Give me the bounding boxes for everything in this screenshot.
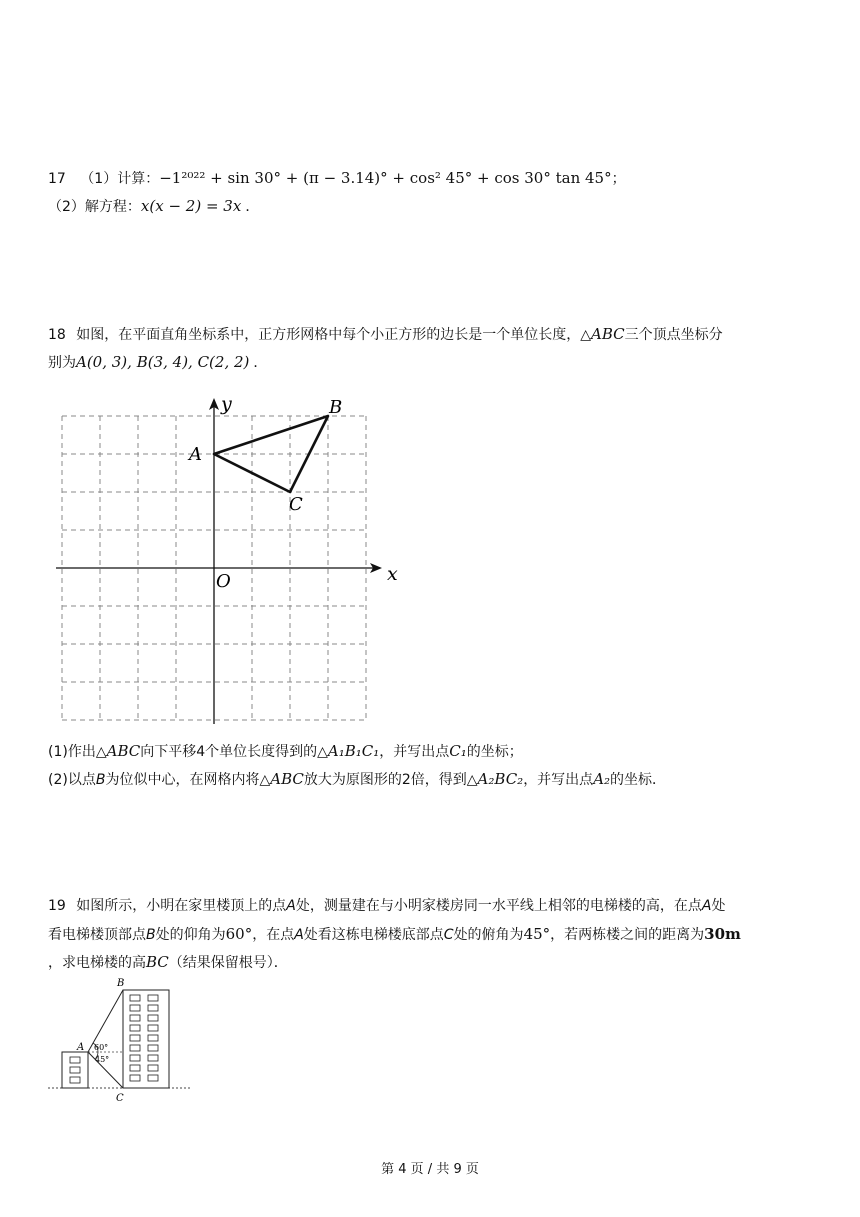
q18-task2-b: B xyxy=(95,772,106,788)
vertex-label-a: A xyxy=(189,444,202,465)
q19-line2-d: 处看这栋电梯楼底部点 xyxy=(303,927,444,943)
angle-45-label: 45° xyxy=(95,1055,110,1064)
q17-part1-expr: −1²⁰²² + sin 30° + (π − 3.14)° + cos² 45° + cos 30° tan 45° xyxy=(159,169,612,187)
vertex-label-c: C xyxy=(289,494,303,515)
q18-task1-b: 向下平移4个单位长度得到的△ xyxy=(140,744,328,760)
window xyxy=(130,1005,140,1011)
q19-line2-B: B xyxy=(146,927,156,943)
q19-line1-b: 处，测量建在与小明家楼房同一水平线上相邻的电梯楼的高，在点 xyxy=(295,898,702,914)
q18-task1-c: ，并写出点 xyxy=(379,744,450,760)
window xyxy=(148,1065,158,1071)
small-building-windows xyxy=(70,1057,80,1083)
q19-line2-f: ，若两栋楼之间的距离为 xyxy=(550,927,705,943)
q19-angle1: 60° xyxy=(225,925,253,943)
window xyxy=(130,1035,140,1041)
window xyxy=(130,1015,140,1021)
window xyxy=(148,1015,158,1021)
q18-number: 18 xyxy=(48,327,66,343)
window xyxy=(130,995,140,1001)
q19-bc: BC xyxy=(146,953,169,971)
q18-intro-text: 如图，在平面直角坐标系中，正方形网格中每个小正方形的边长是一个单位长度，△ xyxy=(76,327,592,343)
q18-task2-e: ，并写出点 xyxy=(523,772,594,788)
small-building xyxy=(62,1052,88,1088)
window xyxy=(70,1057,80,1063)
q19-line1-A: A xyxy=(286,898,296,914)
q18-intro-end: 三个顶点坐标分 xyxy=(624,327,723,343)
label-a: A xyxy=(77,1042,85,1053)
q18-task1-a: (1)作出△ xyxy=(48,744,107,760)
vertex-label-b: B xyxy=(329,397,343,418)
q19-number: 19 xyxy=(48,898,66,914)
q19-distance: 30m xyxy=(704,925,741,943)
q19-line1-a: 如图所示，小明在家里楼顶上的点 xyxy=(76,898,287,914)
page-footer: 第 4 页 / 共 9 页 xyxy=(381,1162,479,1177)
window xyxy=(70,1077,80,1083)
label-c: C xyxy=(116,1093,124,1104)
window xyxy=(130,1025,140,1031)
q18-task2-f: 的坐标． xyxy=(610,772,667,788)
q17-part2-end: ． xyxy=(245,199,260,215)
q18-task1-tri: ABC xyxy=(106,742,141,760)
window xyxy=(148,1045,158,1051)
window xyxy=(130,1045,140,1051)
q19-line2-C: C xyxy=(443,927,454,943)
q17-number: 17 xyxy=(48,171,66,187)
q19-line3-a: ，求电梯楼的高 xyxy=(48,955,146,971)
window xyxy=(148,1005,158,1011)
q18-intro-line2-end: ． xyxy=(253,355,268,371)
window xyxy=(148,1075,158,1081)
q18-task2-pt: A₂ xyxy=(593,770,611,788)
q19-line2-e: 处的俯角为 xyxy=(453,927,524,943)
q18-task2-tri: ABC xyxy=(270,770,304,788)
window xyxy=(148,995,158,1001)
q19-line2-A: A xyxy=(294,927,304,943)
q19-line2-c: ，在点 xyxy=(252,927,295,943)
q18-task1-tri2: A₁B₁C₁ xyxy=(327,742,380,760)
x-axis-label: x xyxy=(387,563,398,585)
q19-angle2: 45° xyxy=(523,925,551,943)
y-axis-label: y xyxy=(221,393,232,415)
q18-task2-d: 放大为原图形的2倍，得到△ xyxy=(303,772,478,788)
q19-line2-b: 处的仰角为 xyxy=(155,927,226,943)
q19-line3-b: （结果保留根号）． xyxy=(168,955,288,971)
q18-points: A(0, 3), B(3, 4), C(2, 2) xyxy=(76,353,250,371)
q19-line1-A2: A xyxy=(701,898,712,914)
window xyxy=(130,1055,140,1061)
label-b: B xyxy=(117,978,125,989)
q18-task1-d: 的坐标； xyxy=(466,744,523,760)
q18-task1-pt: C₁ xyxy=(449,742,467,760)
angle-60-label: 60° xyxy=(94,1043,109,1052)
window xyxy=(130,1075,140,1081)
q18-intro-tri: ABC xyxy=(591,325,625,343)
q18-task2-c: 为位似中心，在网格内将△ xyxy=(105,772,271,788)
q17-part1-end: ； xyxy=(611,171,626,187)
window xyxy=(148,1025,158,1031)
q17-part1-prefix: （1）计算： xyxy=(80,171,160,187)
q18-task2-a: (2)以点 xyxy=(48,772,96,788)
origin-label: O xyxy=(216,571,231,592)
window xyxy=(130,1065,140,1071)
elevator-building-windows xyxy=(130,995,158,1081)
q18-intro-line2-prefix: 别为 xyxy=(48,355,76,371)
window xyxy=(148,1055,158,1061)
q19-line2-a: 看电梯楼顶部点 xyxy=(48,927,146,943)
window xyxy=(148,1035,158,1041)
window xyxy=(70,1067,80,1073)
q17-part2-prefix: （2）解方程： xyxy=(48,199,141,215)
q18-task2-tri2: A₂BC₂ xyxy=(477,770,524,788)
q19-line1-c: 处 xyxy=(711,898,726,914)
q17-part2-expr: x(x − 2) = 3x xyxy=(140,197,242,215)
